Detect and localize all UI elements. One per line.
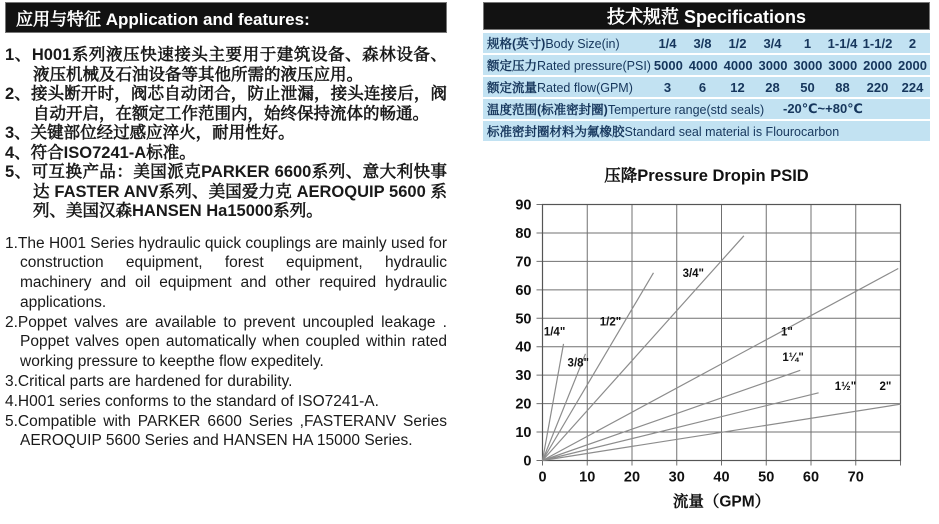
x-axis-tick-label: 20: [623, 469, 641, 486]
feature-item-en: 2.Poppet valves are available to prevent uncoupled leakage . Poppet valves open automatically when coupled within rated working pressure to keepthe flow expeditely.: [5, 313, 447, 371]
spec-value-cell: 2: [908, 35, 917, 51]
feature-item-en: 4.H001 series conforms to the standard of ISO7241-A.: [5, 392, 379, 410]
spec-value-cell: 1/2: [728, 35, 747, 51]
spec-value-cell: 1-1/2: [862, 35, 893, 51]
specs-header-bar: [483, 2, 930, 30]
chart-x-axis-label: 流量（GPM）: [672, 493, 771, 511]
feature-item-cn: 4、符合ISO7241-A标准。: [5, 143, 196, 162]
y-axis-tick-label: 20: [515, 396, 532, 413]
spec-label-cn: 标准密封圈材料为氟橡胶: [487, 125, 625, 139]
features-list-chinese: [5, 46, 447, 222]
spec-value-cell: 2000: [863, 57, 893, 73]
feature-item-cn: 1、H001系列液压快速接头主要用于建筑设备、森林设备、液压机械及石油设备等其他所需的液压应用。: [5, 46, 447, 84]
spec-value-cell: 1: [803, 35, 812, 51]
pressure-drop-chart: [483, 194, 930, 516]
features-section: [5, 2, 447, 451]
spec-label-cn: 温度范围(标准密封圈): [487, 103, 608, 117]
spec-row-label: [487, 78, 650, 96]
y-axis-tick-label: 10: [515, 425, 532, 442]
spec-value-cell: 2000: [898, 57, 927, 73]
spec-value-cell: 1-1/4: [827, 35, 858, 51]
spec-row-label: [487, 34, 650, 52]
series-line: [543, 370, 801, 460]
feature-item-cn: 5、可互换产品：美国派克PARKER 6600系列、意大利快事达 FASTER ANV系列、美国爱力克 AEROQUIP 5600 系列、美国汉森HANSEN Ha15000系列。: [5, 163, 447, 220]
series-label: 1/2": [599, 316, 622, 329]
spec-row: [483, 33, 930, 53]
series-line: [543, 393, 819, 461]
features-title: 应用与特征 Application and features:: [16, 10, 310, 29]
spec-label-cn: 额定流量: [487, 81, 538, 95]
y-axis-tick-label: 60: [515, 282, 532, 299]
spec-value-cell: 6: [698, 79, 707, 95]
spec-row: [483, 55, 930, 75]
spec-label-en: Standard seal material is Flourocarbon: [624, 125, 840, 139]
spec-value-cell: 3000: [758, 57, 788, 73]
spec-label-en: Body Size(in): [545, 37, 620, 51]
y-axis-tick-label: 50: [515, 311, 532, 328]
spec-label-en: Temperture range(std seals): [607, 103, 765, 117]
spec-value-cell: 3000: [793, 57, 823, 73]
specifications-section: [483, 2, 930, 511]
spec-value-cell: 1/4: [658, 35, 677, 51]
y-axis-tick-label: 30: [515, 368, 532, 385]
series-label: 1¼": [782, 351, 804, 364]
feature-item-cn: 2、接头断开时，阀芯自动闭合，防止泄漏，接头连接后，阀自动开启，在额定工作范围内，始终保持流体的畅通。: [5, 85, 447, 123]
spec-row: [483, 99, 930, 119]
chart-title: 压降Pressure Dropin PSID: [604, 167, 809, 185]
x-axis-tick-label: 60: [802, 469, 820, 486]
spec-value-cell: 4000: [723, 57, 753, 73]
series-line: [543, 354, 586, 461]
spec-value-cell: 224: [901, 79, 924, 95]
series-label: 3/4": [682, 268, 705, 281]
features-list-english: [5, 234, 447, 452]
series-line: [543, 236, 744, 461]
feature-item-en: 3.Critical parts are hardened for durability.: [5, 373, 293, 391]
spec-row-label: [487, 100, 764, 118]
x-axis-tick-label: 0: [538, 469, 547, 486]
spec-value-cell: 3/4: [763, 35, 782, 51]
spec-value-cell: 5000: [653, 57, 683, 73]
y-axis-tick-label: 40: [515, 339, 532, 356]
spec-label-en: Rated flow(GPM): [537, 81, 633, 95]
spec-row: [483, 121, 930, 141]
y-axis-tick-label: 80: [515, 225, 532, 242]
specs-title: 技术规范 Specifications: [606, 7, 807, 27]
x-axis-tick-label: 40: [713, 469, 730, 486]
spec-label-en: Rated pressure(PSI): [537, 59, 651, 73]
spec-value-cell: 28: [765, 79, 780, 95]
spec-value-cell: 4000: [688, 57, 718, 73]
spec-value-cell: 3/8: [693, 35, 712, 51]
series-label: 2": [879, 380, 892, 393]
spec-row-label: [487, 122, 839, 140]
spec-value-cell: 3000: [828, 57, 858, 73]
series-label: 1/4": [543, 326, 566, 339]
feature-item-cn: 3、关键部位经过感应淬火，耐用性好。: [5, 124, 295, 142]
spec-value-cell: 50: [800, 79, 815, 95]
spec-row-label: [487, 56, 651, 74]
feature-item-en: 1.The H001 Series hydraulic quick couplings are mainly used for construction equipment, forest equipment, hydraulic machinery and oil equipment and other required hydraulic applications.: [5, 234, 447, 311]
spec-value-wide: -20℃~+80℃: [783, 101, 863, 116]
series-label: 1": [781, 326, 793, 339]
x-axis-tick-label: 70: [847, 469, 864, 486]
series-label: 3/8": [567, 357, 590, 370]
y-axis-tick-label: 70: [515, 254, 532, 271]
spec-value-cell: 12: [730, 79, 745, 95]
x-axis-tick-label: 50: [758, 469, 775, 486]
spec-label-cn: 额定压力: [487, 59, 538, 73]
spec-table: [483, 33, 930, 141]
y-axis-tick-label: 90: [515, 197, 532, 214]
y-axis-tick-label: 0: [523, 453, 532, 470]
x-axis-tick-label: 30: [668, 469, 685, 486]
spec-value-cell: 88: [835, 79, 850, 95]
spec-row: [483, 77, 930, 97]
series-label: 1½": [834, 380, 857, 393]
features-header-bar: [5, 2, 447, 33]
spec-value-cell: 3: [663, 79, 672, 95]
spec-label-cn: 规格(英寸): [487, 37, 546, 51]
feature-item-en: 5.Compatible with PARKER 6600 Series ,FASTERANV Series AEROQUIP 5600 Series and HANSEN HA 15000 Series.: [5, 412, 447, 450]
spec-value-cell: 220: [866, 79, 889, 95]
x-axis-tick-label: 10: [579, 469, 596, 486]
